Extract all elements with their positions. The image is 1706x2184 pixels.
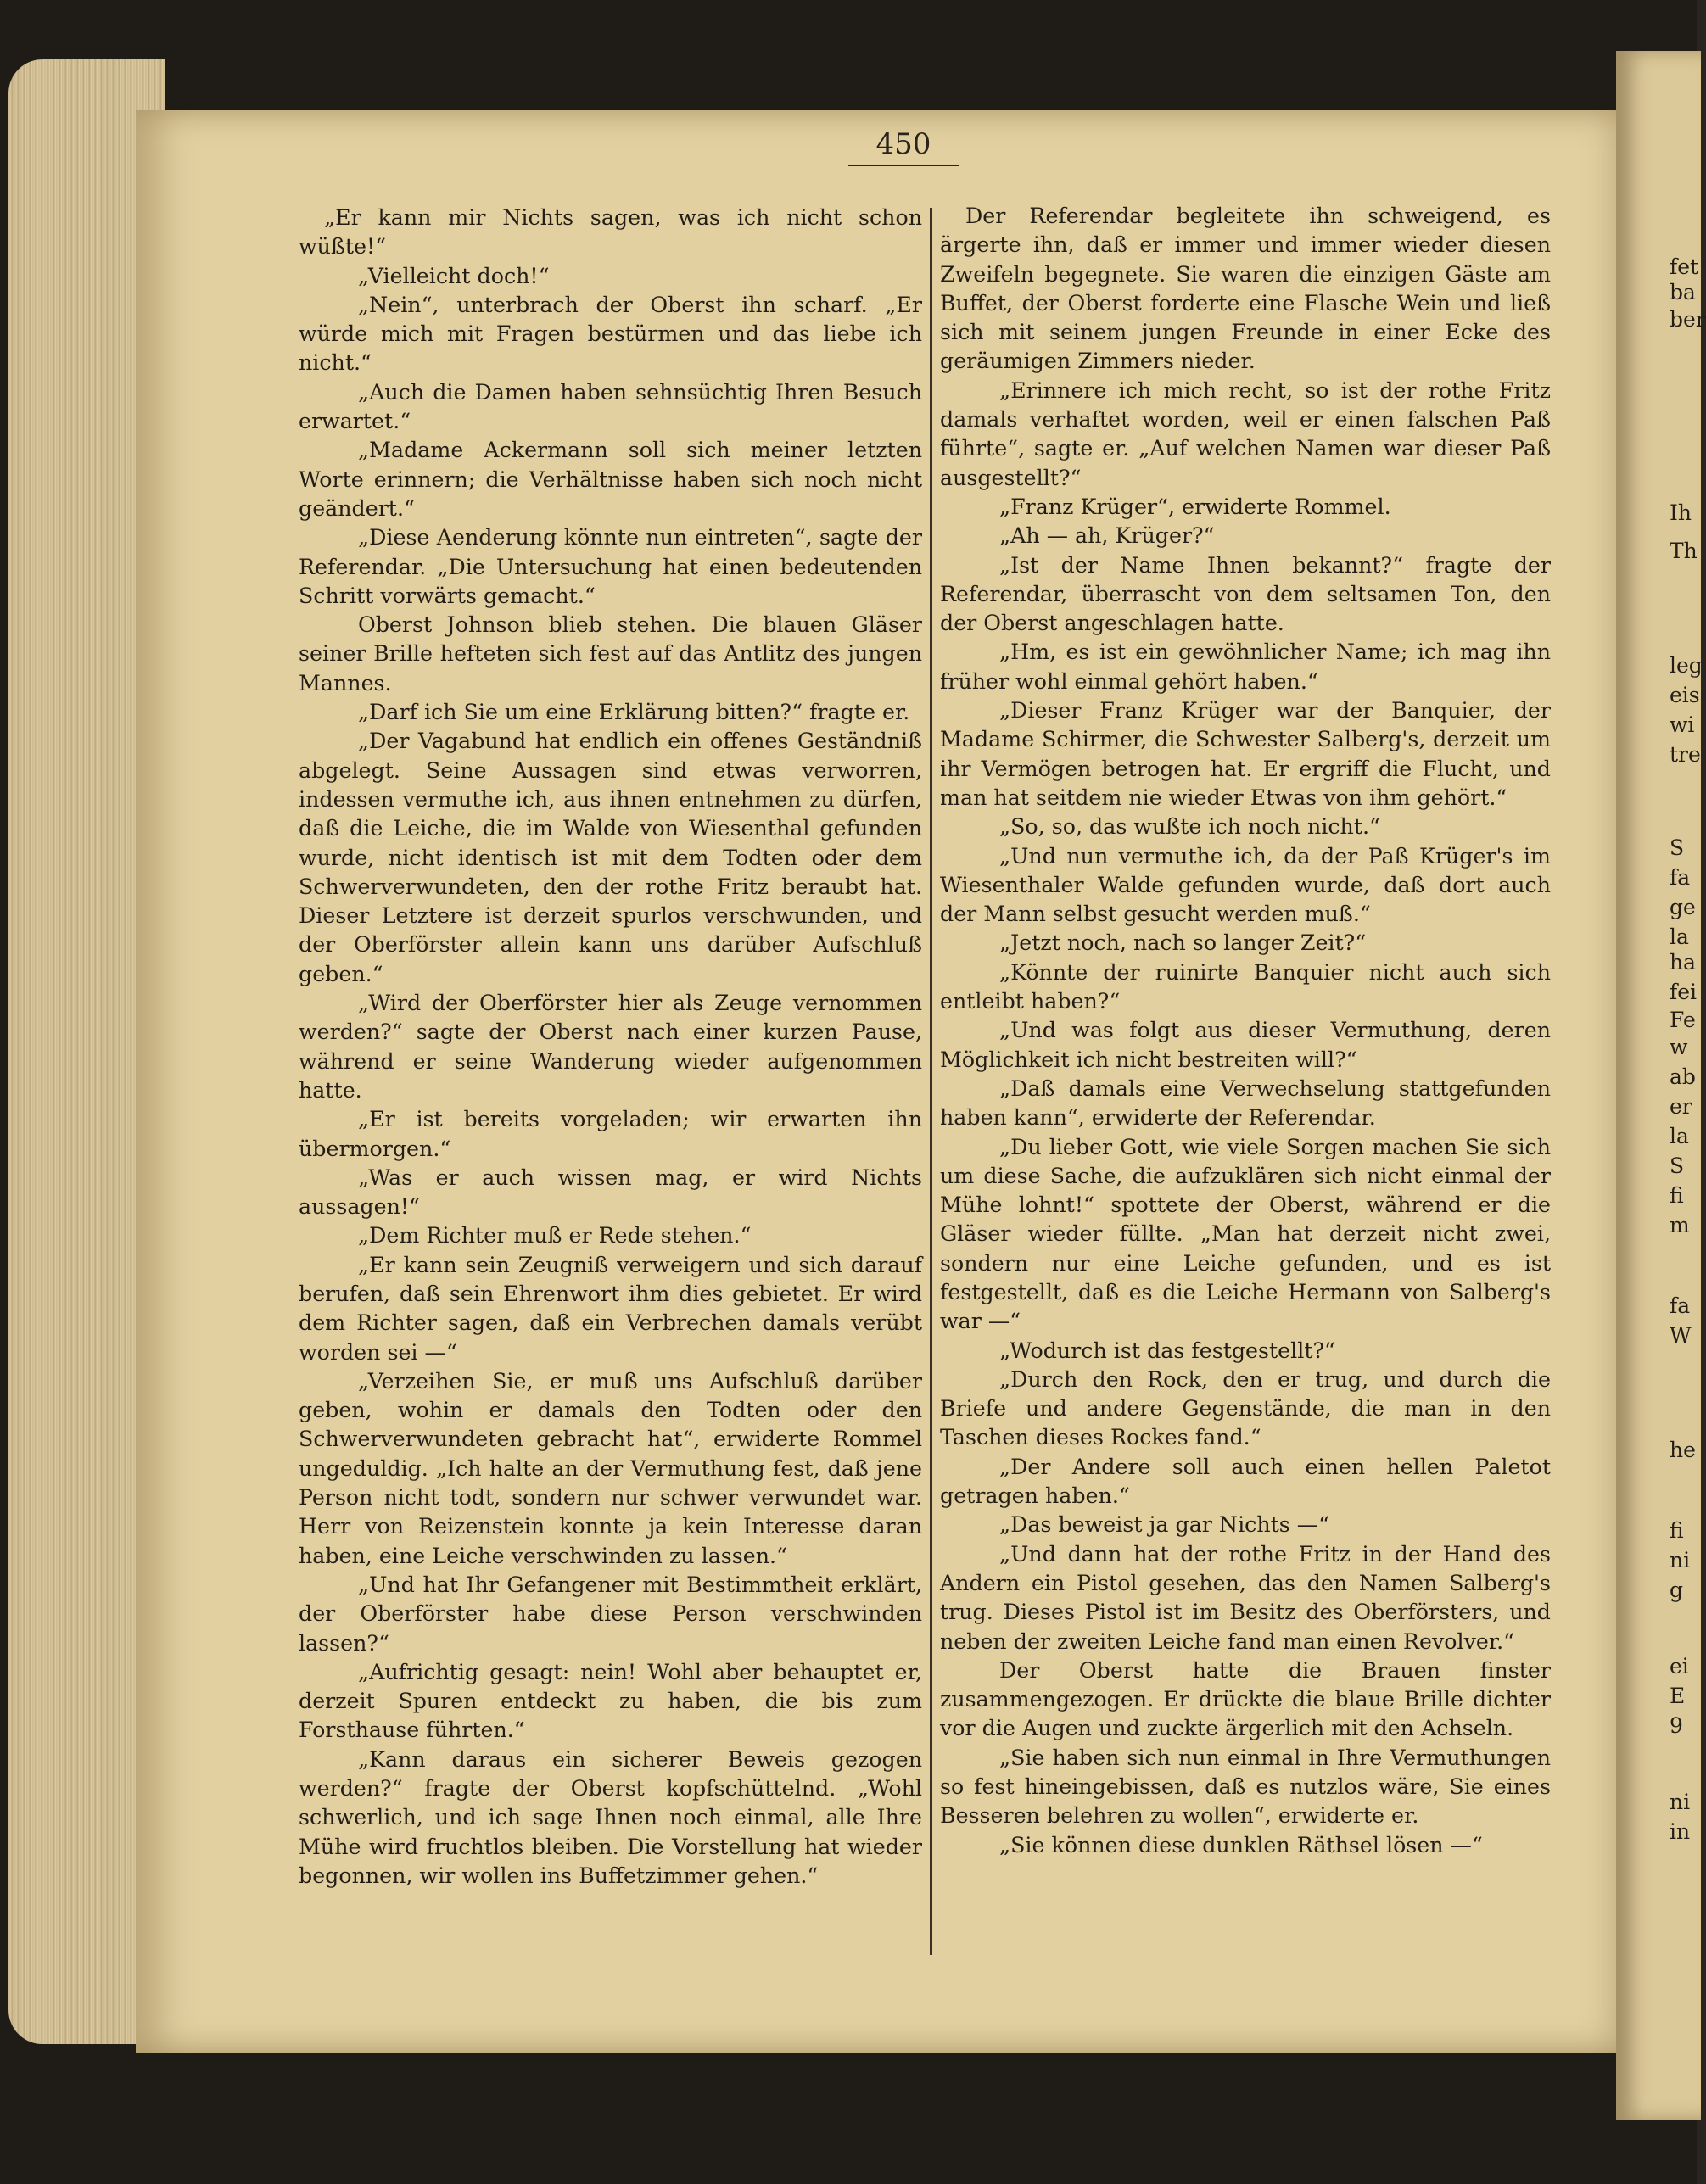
paragraph: „Er ist bereits vorgeladen; wir erwarten ihn übermorgen.“	[299, 1107, 922, 1161]
edge-fragment: fi	[1670, 1183, 1684, 1208]
edge-fragment: Th	[1670, 539, 1698, 563]
edge-fragment: Fe	[1670, 1008, 1696, 1032]
edge-fragment: Ih	[1670, 500, 1692, 525]
paragraph: „Und was folgt aus dieser Vermuthung, deren Möglichkeit ich nicht bestreiten will?“	[940, 1018, 1551, 1072]
paragraph: „Madame Ackermann soll sich meiner letzten Worte erinnern; die Verhältnisse haben sich noch nicht geändert.“	[299, 438, 922, 521]
paragraph: „Könnte der ruinirte Banquier nicht auch sich entleibt haben?“	[940, 959, 1551, 1014]
edge-fragment: ni	[1670, 1548, 1691, 1572]
paragraph: „Vielleicht doch!“	[358, 263, 550, 288]
paragraph: „Und nun vermuthe ich, da der Paß Krüger's im Wiesenthaler Walde gefunden wurde, daß dort auch der Mann selbst gesucht werden muß.“	[940, 843, 1551, 927]
paragraph: „Darf ich Sie um eine Erklärung bitten?“ fragte er.	[358, 700, 910, 725]
paragraph: „Dem Richter muß er Rede stehen.“	[358, 1223, 752, 1248]
paragraph: „Und dann hat der rothe Fritz in der Hand des Andern ein Pistol gesehen, das den Namen Salberg's trug. Dieses Pistol ist im Besitz des Oberförsters, und neben der zweiten Leiche fand man einen Revolver.“	[940, 1541, 1551, 1654]
paragraph: „Was er auch wissen mag, er wird Nichts aussagen!“	[299, 1165, 922, 1220]
edge-fragment: ge	[1670, 895, 1696, 919]
edge-fragment: m	[1670, 1213, 1690, 1237]
paragraph: „Hm, es ist ein gewöhnlicher Name; ich mag ihn früher wohl einmal gehört haben.“	[940, 640, 1551, 694]
edge-fragment: g	[1670, 1578, 1684, 1602]
edge-fragment: he	[1670, 1438, 1696, 1462]
paragraph: „Ist der Name Ihnen bekannt?“ fragte der Referendar, überrascht von dem seltsamen Ton, den der Oberst angeschlagen hatte.	[940, 552, 1551, 636]
left-text-column	[299, 204, 922, 1891]
right-text-column	[940, 202, 1551, 1860]
paragraph: „Dieser Franz Krüger war der Banquier, der Madame Schirmer, die Schwester Salberg's, derzeit um ihr Vermögen betrogen hat. Er ergriff die Flucht, und man hat seitdem nie wieder Etwas von ihm gehört.“	[940, 698, 1551, 810]
edge-fragment: 9	[1670, 1713, 1683, 1738]
edge-fragment: fa	[1670, 1293, 1691, 1318]
edge-fragment: eis	[1670, 683, 1700, 707]
paragraph: „Erinnere ich mich recht, so ist der rothe Fritz damals verhaftet worden, weil er einen falschen Paß führte“, sagte er. „Auf welchen Namen war dieser Paß ausgestellt?“	[940, 377, 1551, 490]
edge-fragment: fa	[1670, 865, 1691, 890]
paragraph: „Ah — ah, Krüger?“	[999, 523, 1215, 549]
edge-fragment: E	[1670, 1684, 1686, 1708]
edge-fragment: ha	[1670, 950, 1697, 975]
paragraph: „Wodurch ist das festgestellt?“	[999, 1338, 1335, 1363]
edge-fragment: leg	[1670, 653, 1703, 678]
edge-fragment: S	[1670, 1153, 1685, 1178]
edge-fragment: wi	[1670, 712, 1695, 737]
paragraph: „Franz Krüger“, erwiderte Rommel.	[999, 494, 1391, 519]
paragraph: „Du lieber Gott, wie viele Sorgen machen Sie sich um diese Sache, die aufzuklären sich nicht einmal der Mühe lohnt!“ spottete der Oberst, während er die Gläser wieder füllte. „Man hat derzeit nicht zwei, sondern nur eine Leiche gefunden, und es ist festgestellt, daß es die Leiche Hermann von Salberg's war —“	[940, 1134, 1551, 1334]
paragraph: „Diese Aenderung könnte nun eintreten“, sagte der Referendar. „Die Untersuchung hat einen bedeutenden Schritt vorwärts gemacht.“	[299, 525, 922, 608]
edge-fragment: ab	[1670, 1064, 1696, 1089]
paragraph: „Und hat Ihr Gefangener mit Bestimmtheit erklärt, der Oberförster habe diese Person verschwinden lassen?“	[299, 1572, 922, 1656]
paragraph: „Sie können diese dunklen Räthsel lösen —“	[999, 1832, 1483, 1857]
paragraph: „Wird der Oberförster hier als Zeuge vernommen werden?“ sagte der Oberst nach einer kurzen Pause, während er seine Wanderung wieder aufgenommen hatte.	[299, 991, 922, 1103]
paragraph: „Er kann mir Nichts sagen, was ich nicht schon wüßte!“	[299, 205, 922, 260]
edge-fragment: tre	[1670, 742, 1701, 767]
edge-fragment: fi	[1670, 1518, 1684, 1543]
edge-fragment: fet	[1670, 254, 1699, 279]
edge-fragment: la	[1670, 924, 1689, 949]
edge-fragment: S	[1670, 835, 1685, 860]
edge-fragment: in	[1670, 1819, 1691, 1844]
edge-fragment: er	[1670, 1094, 1692, 1119]
edge-fragment: ni	[1670, 1790, 1691, 1814]
paragraph: „Der Andere soll auch einen hellen Paletot getragen haben.“	[940, 1454, 1551, 1509]
paragraph: „Jetzt noch, nach so langer Zeit?“	[999, 930, 1367, 956]
paragraph: „Sie haben sich nun einmal in Ihre Vermuthungen so fest hineingebissen, daß es nutzlos wäre, Sie eines Besseren belehren zu wollen“, erwiderte er.	[940, 1745, 1551, 1829]
paragraph: „Verzeihen Sie, er muß uns Aufschluß darüber geben, wohin er damals den Todten oder den Schwerverwundeten gebracht hat“, erwiderte Rommel ungeduldig. „Ich halte an der Vermuthung fest, daß jene Person nicht todt, sondern nur schwer verwundet war. Herr von Reizenstein konnte ja kein Interesse daran haben, eine Leiche verschwinden zu lassen.“	[299, 1368, 922, 1568]
column-divider	[930, 208, 932, 1955]
edge-fragment: la	[1670, 1124, 1689, 1148]
paragraph: „Kann daraus ein sicherer Beweis gezogen werden?“ fragte der Oberst kopfschüttelnd. „Wohl schwerlich, und ich sage Ihnen noch einmal, alle Ihre Mühe wird fruchtlos bleiben. Die Vorstellung hat wieder begonnen, wir wollen ins Buffetzimmer gehen.“	[299, 1746, 922, 1888]
edge-fragment: ei	[1670, 1654, 1689, 1678]
edge-fragment: ber	[1670, 307, 1706, 332]
edge-fragment: fei	[1670, 980, 1698, 1004]
page-number: 450	[848, 127, 959, 166]
edge-fragment: w	[1670, 1035, 1688, 1059]
paragraph: Der Oberst hatte die Brauen finster zusammengezogen. Er drückte die blaue Brille dichter vor die Augen und zuckte ärgerlich mit den Achseln.	[940, 1657, 1551, 1741]
edge-fragment: ba	[1670, 280, 1696, 304]
edge-fragment: W	[1670, 1323, 1692, 1348]
paragraph: „Auch die Damen haben sehnsüchtig Ihren Besuch erwartet.“	[299, 379, 922, 434]
paragraph: „Das beweist ja gar Nichts —“	[999, 1512, 1330, 1538]
paragraph: „Aufrichtig gesagt: nein! Wohl aber behauptet er, derzeit Spuren entdeckt zu haben, die bis zum Forsthause führten.“	[299, 1659, 922, 1743]
paragraph: Der Referendar begleitete ihn schweigend, es ärgerte ihn, daß er immer und immer wieder diesen Zweifeln begegnete. Sie waren die einzigen Gäste am Buffet, der Oberst forderte eine Flasche Wein und ließ sich mit seinem jungen Freunde in einer Ecke des geräumigen Zimmers nieder.	[940, 204, 1551, 374]
paragraph: „Durch den Rock, den er trug, und durch die Briefe und andere Gegenstände, die man in den Taschen dieses Rockes fand.“	[940, 1366, 1551, 1450]
paragraph: „Nein“, unterbrach der Oberst ihn scharf. „Er würde mich mit Fragen bestürmen und das liebe ich nicht.“	[299, 292, 922, 376]
paragraph: „Er kann sein Zeugniß verweigern und sich darauf berufen, daß sein Ehrenwort ihm dies gebietet. Er wird dem Richter sagen, daß ein Verbrechen damals verübt worden sei —“	[299, 1252, 922, 1365]
paragraph: „Der Vagabund hat endlich ein offenes Geständniß abgelegt. Seine Aussagen sind etwas verworren, indessen vermuthe ich, aus ihnen entnehmen zu dürfen, daß die Leiche, die im Walde von Wiesenthal gefunden wurde, nicht identisch ist mit dem Todten oder dem Schwerverwundeten, den der rothe Fritz beraubt hat. Dieser Letztere ist derzeit spurlos verschwunden, und der Oberförster allein kann uns darüber Aufschluß geben.“	[299, 729, 922, 986]
paragraph: „So, so, das wußte ich noch nicht.“	[999, 814, 1380, 840]
paragraph: Oberst Johnson blieb stehen. Die blauen Gläser seiner Brille hefteten sich fest auf das Antlitz des jungen Mannes.	[299, 612, 922, 695]
paragraph: „Daß damals eine Verwechselung stattgefunden haben kann“, erwiderte der Referendar.	[940, 1075, 1551, 1131]
